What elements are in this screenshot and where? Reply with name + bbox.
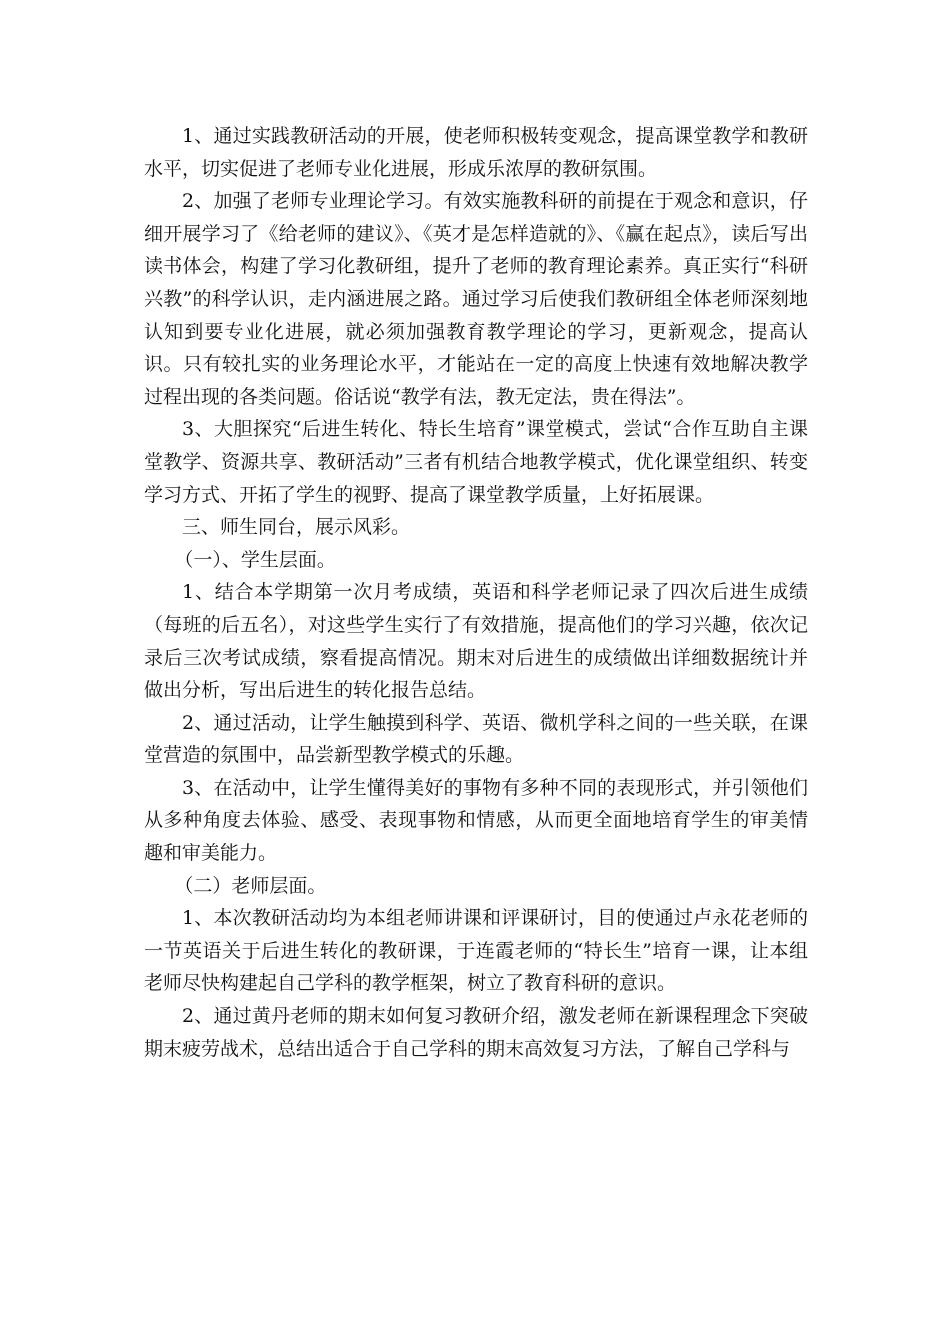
paragraph-students-2: 2、通过活动，让学生触摸到科学、英语、微机学科之间的一些关联，在课堂营造的氛围中，品尝新型教学模式的乐趣。	[144, 711, 808, 767]
paragraph-1: 1、通过实践教研活动的开展，使老师积极转变观念，提高课堂教学和教研水平，切实促进了老师专业化进展，形成乐浓厚的教研氛围。	[144, 125, 808, 180]
paragraph-students-3: 3、在活动中，让学生懂得美好的事物有多种不同的表现形式，并引领他们从多种角度去体验、感受、表现事物和情感，从而更全面地培育学生的审美情趣和审美能力。	[144, 776, 808, 865]
paragraph-3: 3、大胆探究“后进生转化、特长生培育”课堂模式，尝试“合作互助自主课堂教学、资源共享、教研活动”三者有机结合地教学模式，优化课堂组织、转变学习方式、开拓了学生的视野、提高了课堂教学质量，上好拓展课。	[144, 418, 808, 506]
paragraph-teachers-1: 1、本次教研活动均为本组老师讲课和评课研讨，目的使通过卢永花老师的一节英语关于后进生转化的教研课，于连霞老师的“特长生”培育一课，让本组老师尽快构建起自己学科的教学框架，树立了教育科研的意识。	[144, 907, 808, 995]
paragraph-students-1: 1、结合本学期第一次月考成绩，英语和科学老师记录了四次后进生成绩（每班的后五名），对这些学生实行了有效措施，提高他们的学习兴趣，依次记录后三次考试成绩，察看提高情况。期末对后进生的成绩做出详细数据统计并做出分析，写出后进生的转化报告总结。	[144, 581, 808, 702]
subheading-students: （一）、学生层面。	[174, 548, 336, 571]
document-page	[144, 120, 808, 1065]
paragraph-2: 2、加强了老师专业理论学习。有效实施教科研的前提在于观念和意识，仔细开展学习了《给老师的建议》、《英才是怎样造就的》、《赢在起点》，读后写出读书体会，构建了学习化教研组，提升了老师的教育理论素养。真正实行“科研兴教”的科学认识，走内涵进展之路。通过学习后使我们教研组全体老师深刻地认知到要专业化进展，就必须加强教育教学理论的学习，更新观念，提高认识。只有较扎实的业务理论水平，才能站在一定的高度上快速有效地解决教学过程出现的各类问题。俗话说“教学有法，教无定法，贵在得法”。	[144, 190, 808, 408]
paragraph-teachers-2: 2、通过黄丹老师的期末如何复习教研介绍，激发老师在新课程理念下突破期末疲劳战术，总结出适合于自己学科的期末高效复习方法，了解自己学科与	[144, 1005, 808, 1060]
section-heading-3: 三、师生同台，展示风彩。	[182, 516, 411, 539]
subheading-teachers: （二）老师层面。	[174, 874, 327, 897]
